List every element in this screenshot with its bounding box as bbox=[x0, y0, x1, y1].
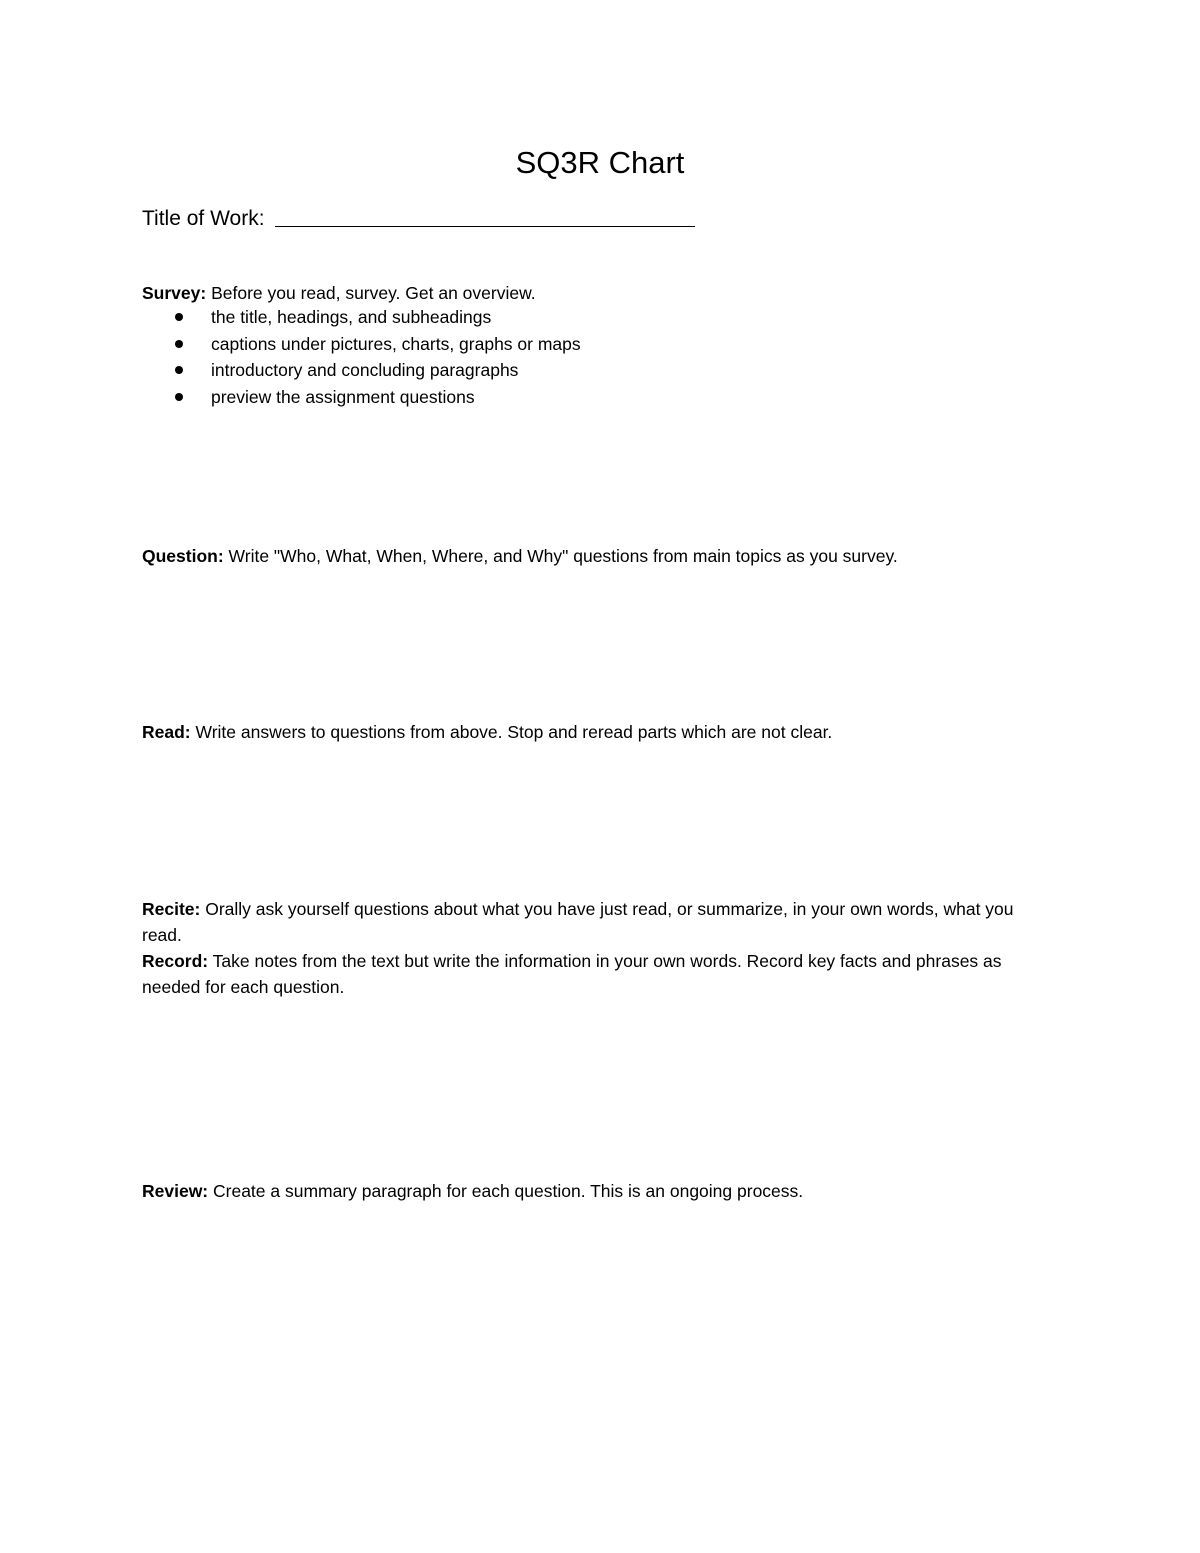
survey-text: Before you read, survey. Get an overview. bbox=[206, 283, 536, 303]
survey-section bbox=[142, 280, 1042, 306]
question-label: Question: bbox=[142, 546, 224, 566]
list-item: captions under pictures, charts, graphs or maps bbox=[142, 331, 581, 358]
record-label: Record: bbox=[142, 951, 209, 971]
read-section bbox=[142, 719, 1142, 745]
list-item: the title, headings, and subheadings bbox=[142, 304, 581, 331]
title-of-work-blank bbox=[275, 204, 695, 227]
bullet-icon bbox=[175, 366, 183, 374]
survey-label: Survey: bbox=[142, 283, 207, 303]
record-section bbox=[142, 948, 1042, 1000]
bullet-icon bbox=[175, 393, 183, 401]
list-item: preview the assignment questions bbox=[142, 384, 581, 411]
page-title: SQ3R Chart bbox=[515, 145, 685, 180]
question-text: Write "Who, What, When, Where, and Why" questions from main topics as you survey. bbox=[223, 546, 898, 566]
list-item: introductory and concluding paragraphs bbox=[142, 357, 581, 384]
record-text: Take notes from the text but write the information in your own words. Record key facts and phrases as needed for each question. bbox=[142, 951, 1002, 997]
bullet-icon bbox=[175, 340, 183, 348]
recite-section bbox=[142, 896, 1042, 948]
review-section bbox=[142, 1178, 1142, 1204]
recite-label: Recite: bbox=[142, 899, 201, 919]
recite-text: Orally ask yourself questions about what you have just read, or summarize, in your own words, what you read. bbox=[142, 899, 1014, 945]
survey-bullet-list bbox=[142, 304, 581, 410]
review-label: Review: bbox=[142, 1181, 209, 1201]
read-label: Read: bbox=[142, 722, 191, 742]
title-of-work-line bbox=[142, 204, 695, 234]
bullet-icon bbox=[175, 313, 183, 321]
read-text: Write answers to questions from above. Stop and reread parts which are not clear. bbox=[190, 722, 833, 742]
title-of-work-label: Title of Work: bbox=[142, 207, 265, 230]
question-section bbox=[142, 543, 1142, 569]
review-text: Create a summary paragraph for each question. This is an ongoing process. bbox=[208, 1181, 804, 1201]
